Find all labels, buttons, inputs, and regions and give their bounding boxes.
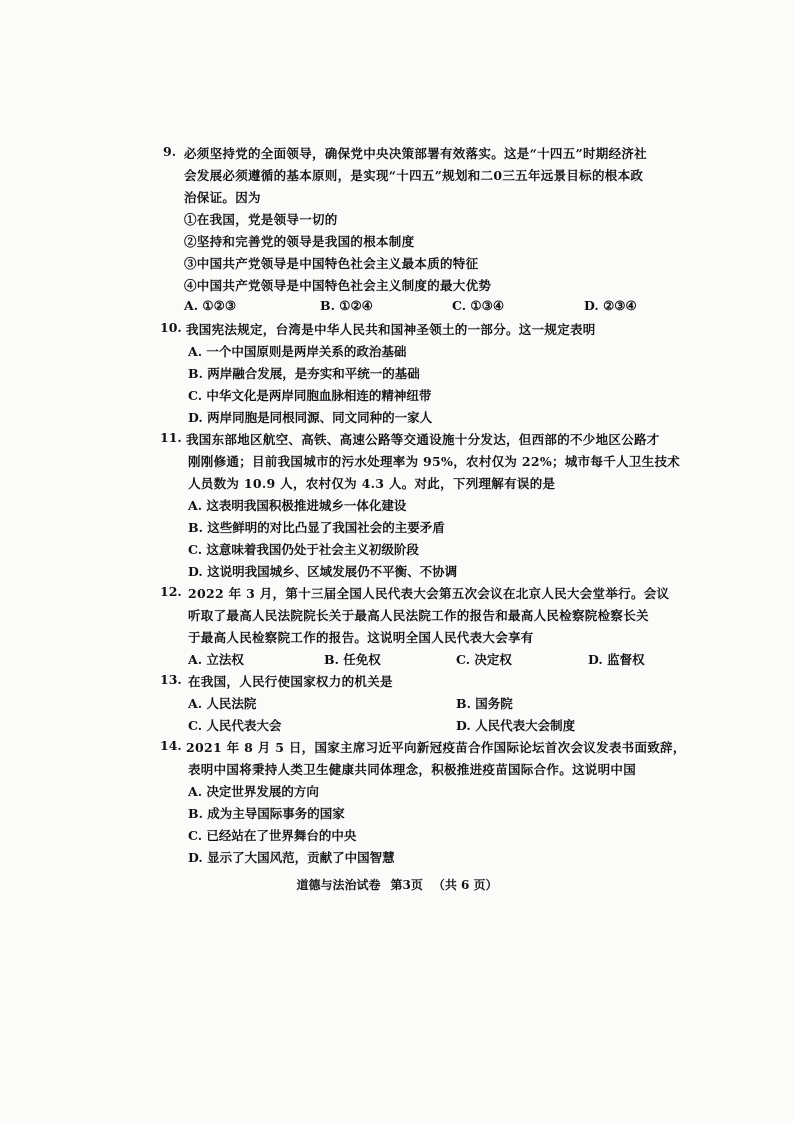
question-stem-line: 在我国，人民行使国家权力的机关是 <box>188 674 393 689</box>
option-c: C. ①③④ <box>452 298 505 313</box>
option-a: A. 决定世界发展的方向 <box>188 784 319 799</box>
question-stem-line: 治保证。因为 <box>184 190 261 205</box>
option-b: B. 成为主导国际事务的国家 <box>188 806 345 821</box>
question-stem-line: 我国东部地区航空、高铁、高速公路等交通设施十分发达，但西部的不少地区公路才 <box>186 432 660 447</box>
option-c: C. 人民代表大会 <box>188 718 282 733</box>
question-stem-line: 2022 年 3 月，第十三届全国人民代表大会第五次会议在北京人民大会堂举行。会议 <box>188 586 670 601</box>
question-number: 11. <box>160 430 182 445</box>
statement: ④中国共产党领导是中国特色社会主义制度的最大优势 <box>184 278 492 293</box>
option-a: A. 立法权 <box>188 652 244 667</box>
option-c: C. 这意味着我国仍处于社会主义初级阶段 <box>188 542 419 557</box>
option-d: D. ②③④ <box>584 298 637 313</box>
question-stem-line: 听取了最高人民法院院长关于最高人民法院工作的报告和最高人民检察院检察长关 <box>188 608 649 623</box>
option-b: B. 任免权 <box>324 652 381 667</box>
option-b: B. 这些鲜明的对比凸显了我国社会的主要矛盾 <box>188 520 445 535</box>
footer-total-pages: （共 6 页） <box>432 878 498 892</box>
question-stem-line: 2021 年 8 月 5 日，国家主席习近平向新冠疫苗合作国际论坛首次会议发表书面致辞， <box>186 740 686 755</box>
question-stem-line: 于最高人民检察院工作的报告。这说明全国人民代表大会享有 <box>188 630 534 645</box>
question-number: 10. <box>160 320 182 335</box>
question-stem-line: 刚刚修通；目前我国城市的污水处理率为 95%，农村仅为 22%；城市每千人卫生技术 <box>188 454 681 469</box>
option-c: C. 已经站在了世界舞台的中央 <box>188 828 357 843</box>
option-b: B. 国务院 <box>456 696 513 711</box>
option-d: D. 显示了大国风范，贡献了中国智慧 <box>188 850 395 865</box>
page-footer <box>0 876 794 893</box>
option-c: C. 决定权 <box>456 652 512 667</box>
statement: ①在我国，党是领导一切的 <box>184 212 338 227</box>
question-stem-line: 人员数为 10.9 人，农村仅为 4.3 人。对此，下列理解有误的是 <box>188 476 556 491</box>
option-b: B. ①②④ <box>320 298 373 313</box>
option-d: D. 这说明我国城乡、区域发展仍不平衡、不协调 <box>188 564 458 579</box>
option-a: A. 人民法院 <box>188 696 257 711</box>
option-a: A. ①②③ <box>184 298 237 313</box>
footer-subject: 道德与法治试卷 <box>296 878 381 892</box>
footer-page-number: 第3页 <box>390 878 423 892</box>
question-number: 14. <box>160 738 182 753</box>
statement: ③中国共产党领导是中国特色社会主义最本质的特征 <box>184 256 479 271</box>
question-stem-line: 必须坚持党的全面领导，确保党中央决策部署有效落实。这是“十四五”时期经济社 <box>184 146 647 161</box>
question-number: 9. <box>163 144 177 159</box>
statement: ②坚持和完善党的领导是我国的根本制度 <box>184 234 415 249</box>
option-d: D. 人民代表大会制度 <box>456 718 576 733</box>
question-stem-line: 表明中国将秉持人类卫生健康共同体理念，积极推进疫苗国际合作。这说明中国 <box>188 762 637 777</box>
option-b: B. 两岸融合发展，是夯实和平统一的基础 <box>188 366 420 381</box>
question-stem-line: 我国宪法规定，台湾是中华人民共和国神圣领土的一部分。这一规定表明 <box>186 322 596 337</box>
option-d: D. 监督权 <box>588 652 645 667</box>
question-number: 12. <box>160 584 182 599</box>
option-d: D. 两岸同胞是同根同源、同文同种的一家人 <box>188 410 433 425</box>
option-c: C. 中华文化是两岸同胞血脉相连的精神纽带 <box>188 388 432 403</box>
question-number: 13. <box>160 672 182 687</box>
question-stem-line: 会发展必须遵循的基本原则，是实现“十四五”规划和二0三五年远景目标的根本政 <box>184 168 644 183</box>
option-a: A. 这表明我国积极推进城乡一体化建设 <box>188 498 407 513</box>
option-a: A. 一个中国原则是两岸关系的政治基础 <box>188 344 407 359</box>
